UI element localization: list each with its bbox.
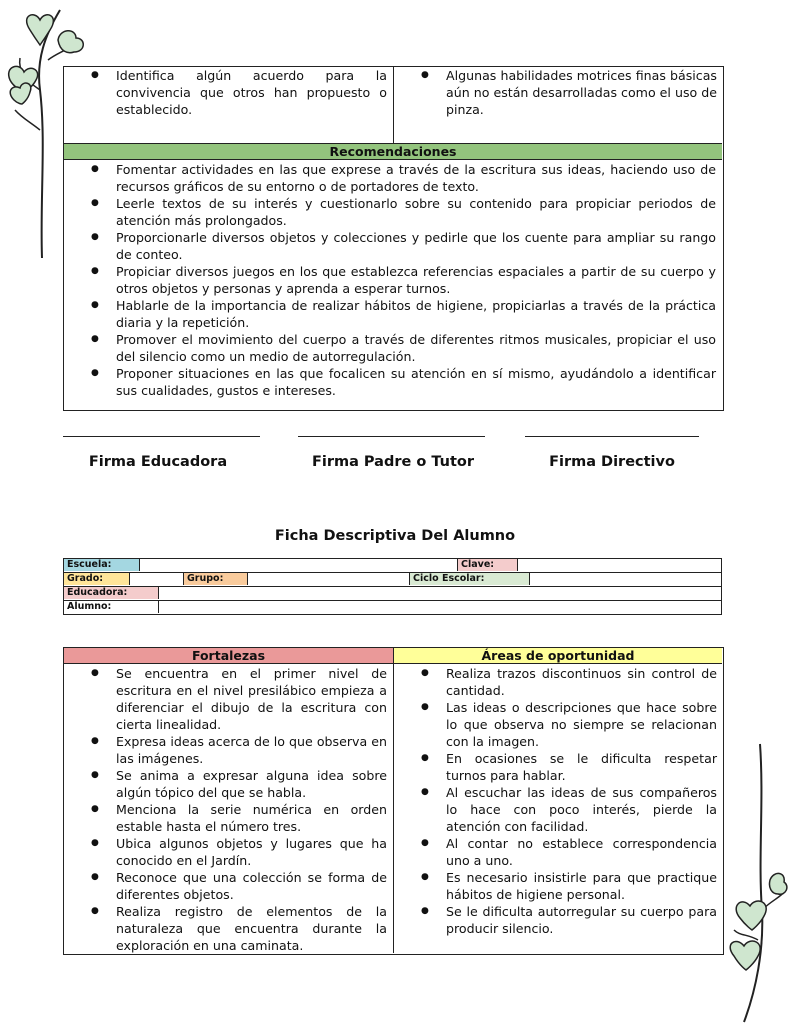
ciclo-label: Ciclo Escolar: (410, 573, 530, 585)
list-item: ● Al escuchar las ideas de sus compañeros lo hace con poco interés, pierde la atención con facilidad. (394, 784, 717, 835)
list-item: ● Identifica algún acuerdo para la convivencia que otros han propuesto o establecido. (64, 67, 387, 118)
grado-label: Grado: (64, 573, 130, 585)
list-item: ● Se encuentra en el primer nivel de escritura en el nivel presilábico empieza a diferenciar el dibujo de la escritura con cierta linealidad. (64, 665, 387, 733)
grupo-label: Grupo: (184, 573, 248, 585)
grado-field[interactable] (130, 573, 184, 585)
fortalezas-list (64, 665, 387, 954)
grupo-field[interactable] (248, 573, 410, 585)
signature-label-padre: Firma Padre o Tutor (311, 454, 475, 470)
fortalezas-areas-table (63, 647, 724, 955)
areas-list (394, 665, 717, 937)
form-row-educadora (63, 586, 722, 601)
educadora-field[interactable] (159, 587, 720, 599)
signature-line-directivo (525, 436, 699, 437)
signature-line-educadora (63, 436, 260, 437)
recommendations-header: Recomendaciones (64, 143, 722, 160)
list-item: ● En ocasiones se le dificulta respetar turnos para hablar. (394, 750, 717, 784)
form-row-alumno (63, 600, 722, 615)
list-item: ● Se le dificulta autorregular su cuerpo para producir silencio. (394, 903, 717, 937)
alumno-field[interactable] (159, 601, 720, 613)
list-item: ● Se anima a expresar alguna idea sobre algún tópico del que se habla. (64, 767, 387, 801)
alumno-label: Alumno: (64, 601, 159, 613)
signature-label-educadora: Firma Educadora (88, 454, 228, 470)
clave-label: Clave: (458, 559, 518, 571)
list-item: ● Es necesario insistirle para que practique hábitos de higiene personal. (394, 869, 717, 903)
escuela-label: Escuela: (64, 559, 140, 571)
top-table (63, 66, 724, 411)
top-table-left-cell (64, 67, 393, 143)
top-table-right-cell (394, 67, 723, 143)
ciclo-field[interactable] (530, 573, 720, 585)
list-item: ● Al contar no establece correspondencia uno a uno. (394, 835, 717, 869)
list-item: ● Expresa ideas acerca de lo que observa en las imágenes. (64, 733, 387, 767)
list-item: ● Realiza trazos discontinuos sin control de cantidad. (394, 665, 717, 699)
signature-line-padre (298, 436, 485, 437)
educadora-label: Educadora: (64, 587, 159, 599)
list-item: ● Proporcionarle diversos objetos y colecciones y pedirle que los cuente para ampliar su rango de conteo. (64, 229, 716, 263)
clave-field[interactable] (518, 559, 720, 571)
list-item: ● Leerle textos de su interés y cuestionarlo sobre su contenido para propiciar periodos de atención más prolongados. (64, 195, 716, 229)
form-row-escuela (63, 558, 722, 573)
list-item: ● Menciona la serie numérica en orden estable hasta el número tres. (64, 801, 387, 835)
list-item: ● Hablarle de la importancia de realizar hábitos de higiene, propiciarlas a través de la práctica diaria y la repetición. (64, 297, 716, 331)
list-item: ● Ubica algunos objetos y lugares que ha conocido en el Jardín. (64, 835, 387, 869)
signature-label-directivo: Firma Directivo (549, 454, 675, 470)
list-item: ● Las ideas o descripciones que hace sobre lo que observa no siempre se relacionan con la imagen. (394, 699, 717, 750)
list-item: ● Fomentar actividades en las que exprese a través de la escritura sus ideas, haciendo uso de recursos gráficos de su entorno o de portadores de texto. (64, 161, 716, 195)
list-item: ● Propiciar diversos juegos en los que establezca referencias espaciales a partir de su cuerpo y otros objetos y personas y aprenda a esperar turnos. (64, 263, 716, 297)
list-item: ● Promover el movimiento del cuerpo a través de diferentes ritmos musicales, propiciar el uso del silencio como un medio de autorregulación. (64, 331, 716, 365)
form-row-grado (63, 572, 722, 587)
list-item: ● Reconoce que una colección se forma de diferentes objetos. (64, 869, 387, 903)
list-item: ● Algunas habilidades motrices finas básicas aún no están desarrolladas como el uso de pinza. (394, 67, 717, 118)
recommendations-list (64, 161, 716, 399)
escuela-field[interactable] (140, 559, 458, 571)
list-item: ● Realiza registro de elementos de la naturaleza que encuentra durante la exploración en una caminata. (64, 903, 387, 954)
fortalezas-header: Fortalezas (64, 648, 393, 664)
areas-header: Áreas de oportunidad (394, 648, 722, 664)
page-title: Ficha Descriptiva Del Alumno (274, 528, 516, 544)
list-item: ● Proponer situaciones en las que focalicen su atención en sí mismo, ayudándolo a identificar sus cualidades, gustos e intereses. (64, 365, 716, 399)
